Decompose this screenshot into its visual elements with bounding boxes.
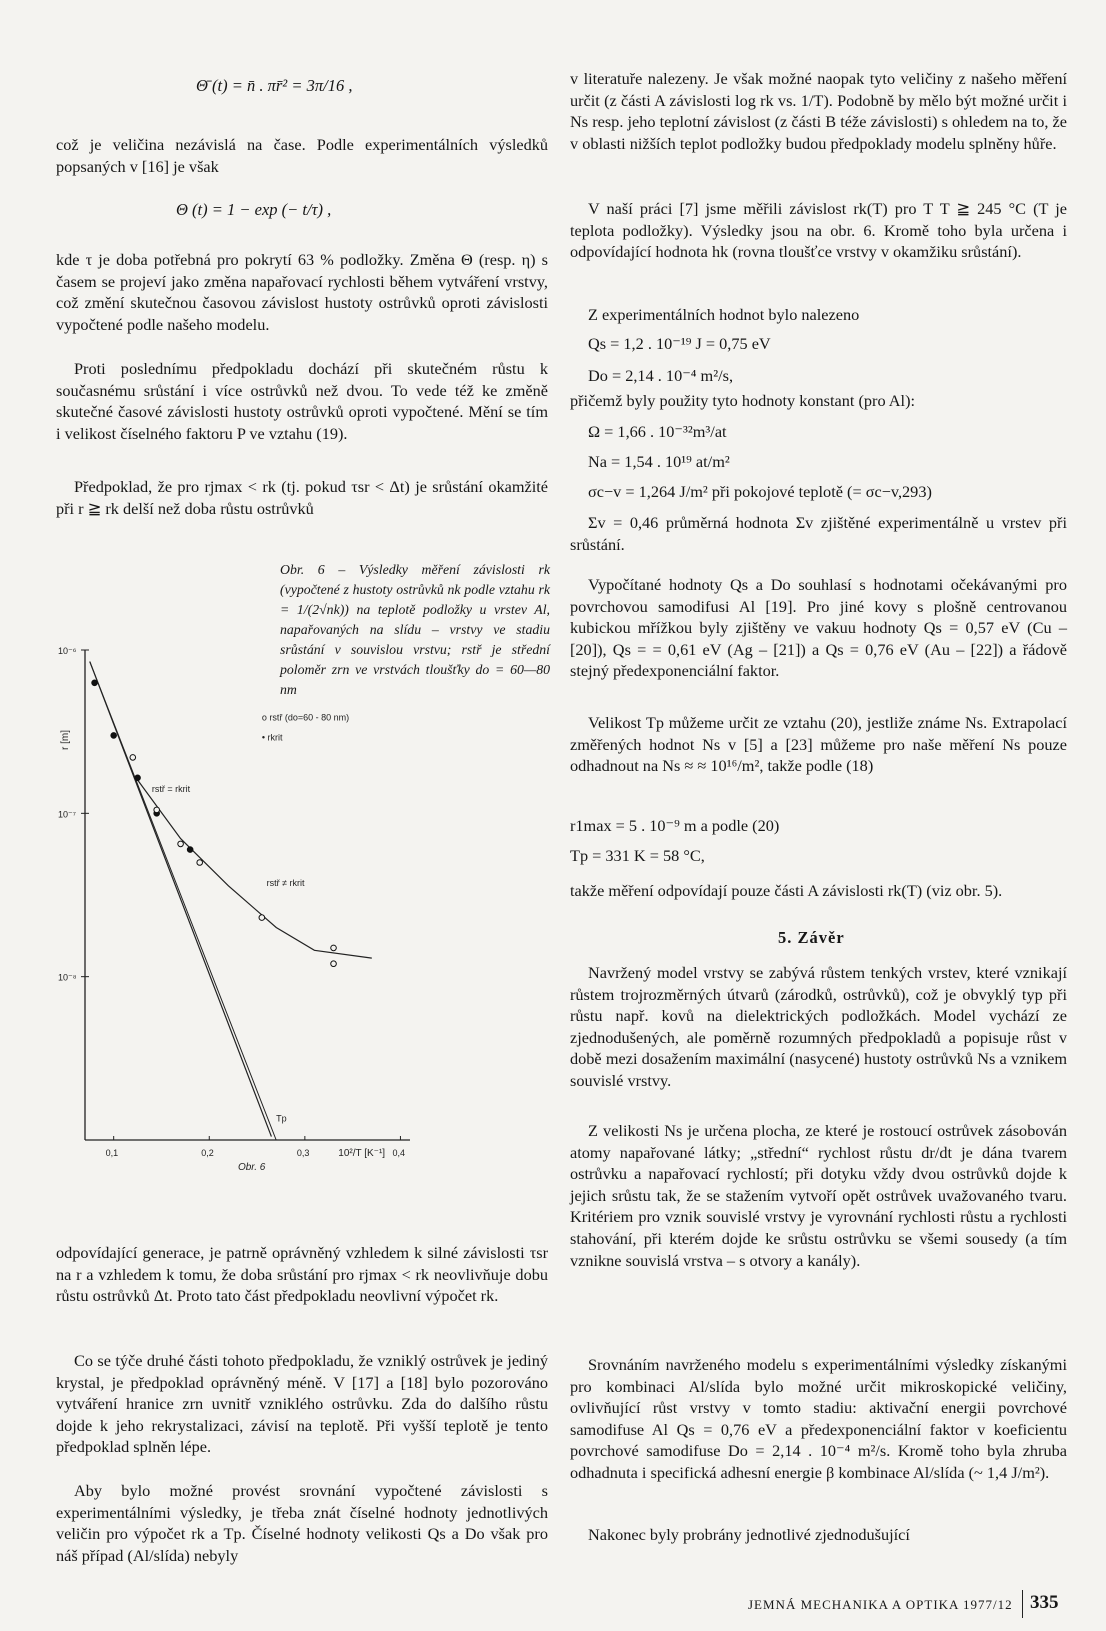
paragraph: Vypočítané hodnoty Qs a Do souhlasí s hodnotami očekávanými pro povrchovou samodifusi Al [19]. Pro jiné kovy s plošně centrovanou kubickou mřížkou byly zjištěny ve vakuu hodnoty Qs = 0,57 eV (Cu – [20]), Qs = = 0,61 eV (Ag – [21]) a Qs = 0,76 eV (Au – [22]) a řádově stejný předexponenciální faktor.	[570, 575, 1067, 681]
paragraph: Z velikosti Ns je určena plocha, ze které je rostoucí ostrůvek zásobován atomy napařované látky; „střední“ rychlost růstu dr/dt je dána tvarem ostrůvku a napařovací rychlostí; při dotyku vždy dvou ostrůvků dojde k jejich srůstu tak, že se stažením vytvoří opět ostrůvek uvažovaného tvaru. Kritériem pro vznik souvislé vrstvy je vyrovnání rychlosti růstu a rychlosti stahování, při kterém dojde ke srůstu ostrůvku se všemi sousedy (a tím vznikne souvislá vrstva – s otvory a kanály).	[570, 1121, 1067, 1270]
equation-sigma: σc−v = 1,264 J/m² při pokojové teplotě (= σc−v,293)	[588, 482, 932, 501]
rkrit-point	[92, 680, 98, 686]
figure-6-chart	[50, 640, 440, 1210]
legend-rkrit: • rkrit	[261, 732, 283, 743]
paragraph: Co se týče druhé části tohoto předpokladu, že vzniklý ostrůvek je jediný krystal, je předpoklad oprávněný méně. V [17] a [18] bylo pozorováno vytváření hranice zrn uvnitř vzniklého ostrůvku. Zda do dalšího růstu dojde k jeho rekrystalizaci, závisí na teplotě. Při vyšší teplotě je tento předpoklad splněn lépe.	[56, 1351, 548, 1457]
page-number: 335	[1030, 1592, 1059, 1613]
figure-label: Obr. 6	[237, 1162, 266, 1173]
paragraph: Proti poslednímu předpokladu dochází při skutečném růstu k současnému srůstání i více ostrůvků než dvou. To vede též ke změně skutečné časové závislosti hustoty ostrůvků oproti vypočtené. Mění se tím i velikost číselného faktoru P ve vztahu (19).	[56, 359, 548, 443]
equation-omega: Ω = 1,66 . 10⁻³²m³/at	[588, 422, 727, 441]
rstr-point	[154, 807, 160, 813]
paragraph: Navržený model vrstvy se zabývá růstem tenkých vrstev, které vznikají růstem trojrozměrných útvarů (zárodků, ostrůvků), což je obvyklý typ při růstu např. kovů na dielektrických podložkách. Model vychází ze zjednodušených, ale poměrně rozumných předpokladů a popisuje růst v době mezi dosažením maximální (nasycené) hustoty ostrůvků Ns a vznikem souvislé vrstvy.	[570, 963, 1067, 1090]
equation-tp: Tp = 331 K = 58 °C,	[570, 846, 705, 865]
y-tick-label: 10⁻⁶	[58, 646, 77, 656]
paragraph: V naší práci [7] jsme měřili závislost rk(T) pro T T ≧ 245 °C (T je teplota podložky). Výsledky jsou na obr. 6. Kromě toho byla určena i odpovídající hodnota hk (rovna tloušťce vrstvy v okamžiku srůstání).	[570, 199, 1067, 262]
x-tick-label: 0,1	[105, 1148, 119, 1158]
x-tick-label: 0,4	[392, 1148, 405, 1158]
rstr-point	[130, 755, 136, 761]
rstr-point	[331, 961, 337, 967]
section-heading: 5. Závěr	[778, 928, 845, 947]
journal-footer: JEMNÁ MECHANIKA A OPTIKA 1977/12	[748, 1597, 1013, 1612]
paragraph: přičemž byly použity tyto hodnoty konstant (pro Al):	[570, 391, 916, 410]
figure-caption: Obr. 6 – Výsledky měření závislosti rk (vypočtené z hustoty ostrůvků nk podle vztahu rk = 1/(2√nk)) na teplotě podložky u vrstev Al, napařovaných na slídu – vrstvy ve stadiu srůstání v souvislou vrstvu; rstř je střední poloměr zrn ve vrstvách tloušťky do = 60—80 nm	[280, 562, 550, 697]
paragraph: Nakonec byly probrány jednotlivé zjednodušující	[588, 1525, 910, 1544]
paragraph: kde τ je doba potřebná pro pokrytí 63 % podložky. Změna Θ (resp. η) s časem se projeví jako změna napařovací rychlosti během vytváření vrstvy, což změní skutečnou časovou závislost hustoty ostrůvků oproti závislosti vypočtené podle našeho modelu.	[56, 250, 548, 334]
paragraph: Z experimentálních hodnot bylo nalezeno	[588, 305, 860, 324]
paragraph: takže měření odpovídají pouze části A závislosti rk(T) (viz obr. 5).	[570, 881, 1003, 900]
equation-na: Na = 1,54 . 10¹⁹ at/m²	[588, 452, 730, 471]
y-tick-label: 10⁻⁸	[58, 972, 77, 983]
rstr-point	[331, 945, 337, 951]
rstr-point	[259, 915, 265, 921]
y-tick-label: 10⁻⁷	[58, 809, 77, 820]
paragraph: Aby bylo možné provést srovnání vypočtené závislosti s experimentálními výsledky, je třeba znát číselné hodnoty jednotlivých veličin pro výpočet rk a Tp. Číselné hodnoty velikosti Qs a Do však pro náš případ (Al/slída) nebyly	[56, 1481, 548, 1565]
rstr-point	[178, 841, 184, 847]
x-tick-label: 0,3	[296, 1148, 310, 1158]
footer-divider	[1022, 1590, 1023, 1618]
rkrit-point	[187, 847, 193, 853]
rkrit-point	[135, 775, 141, 781]
paragraph: Velikost Tp můžeme určit ze vztahu (20), jestliže známe Ns. Extrapolací změřených hodnot Ns v [5] a [23] můžeme pro naše měření Ns pouze odhadnout na Ns ≈ ≈ 10¹⁶/m², takže podle (18)	[570, 713, 1067, 776]
y-axis-label: r [m]	[60, 730, 71, 750]
paragraph: v literatuře nalezeny. Je však možné naopak tyto veličiny z našeho měření určit (z části A závislosti log rk vs. 1/T). Podobně by mělo být možné určit i Ns resp. jeho teplotní závislost (z části B téže závislosti) s ohledem na to, že v oblasti nižších teplot podložky budou předpoklady modelu splněny hůře.	[570, 69, 1067, 153]
rstr-point	[197, 860, 203, 866]
rstr-curve	[138, 780, 372, 958]
equation-sigma-v: Σv = 0,46 průměrná hodnota Σv zjištěné experimentálně u vrstev při srůstání.	[570, 513, 1067, 554]
paragraph: Předpoklad, že pro rjmax < rk (tj. pokud τsr < Δt) je srůstání okamžité při r ≧ rk delší než doba růstu ostrůvků	[56, 477, 548, 518]
annotation-equal: rstř = rkrit	[151, 784, 191, 795]
equation-r1max: r1max = 5 . 10⁻⁹ m a podle (20)	[570, 816, 780, 835]
x-axis-label: 10²/T [K⁻¹]	[338, 1148, 386, 1159]
equation-theta-mean: Θ̄ (t) = n̄ . πr̄² = 3π/16 ,	[196, 76, 353, 95]
equation-do: Do = 2,14 . 10⁻⁴ m²/s,	[588, 366, 734, 385]
equation-qs: Qs = 1,2 . 10⁻¹⁹ J = 0,75 eV	[588, 334, 771, 353]
paragraph: odpovídající generace, je patrně oprávněný vzhledem k silné závislosti τsr na r a vzhledem k tomu, že doba srůstání pro rjmax < rk neovlivňuje dobu růstu ostrůvků Δt. Proto tato část předpokladu neovlivní výpočet rk.	[56, 1243, 548, 1306]
rkrit-point	[111, 733, 117, 739]
annotation-tp: Tp	[276, 1113, 287, 1124]
equation-theta-exp: Θ (t) = 1 − exp (− t/τ) ,	[176, 200, 332, 219]
paragraph: Srovnáním navrženého modelu s experimentálními výsledky získanými pro kombinaci Al/slída bylo možné určit mikroskopické veličiny, ovlivňující růst vrstvy v tomto stadiu: aktivační energii povrchové samodifuse Al Qs = 0,76 eV a předexponenciální faktor v koeficientu povrchové samodifuse Do = 2,14 . 10⁻⁴ m²/s. Kromě toho byla zhruba odhadnuta i specifická adhesní energie β kombinace Al/slída (~ 1,4 J/m²).	[570, 1355, 1067, 1482]
paragraph: což je veličina nezávislá na čase. Podle experimentálních výsledků popsaných v [16] je však	[56, 135, 548, 176]
annotation-not-equal: rstř ≠ rkrit	[266, 877, 305, 888]
x-tick-label: 0,2	[201, 1148, 214, 1158]
rkrit-line-2	[90, 662, 276, 1140]
legend-rstr: o rstř (do=60 - 80 nm)	[261, 712, 350, 723]
